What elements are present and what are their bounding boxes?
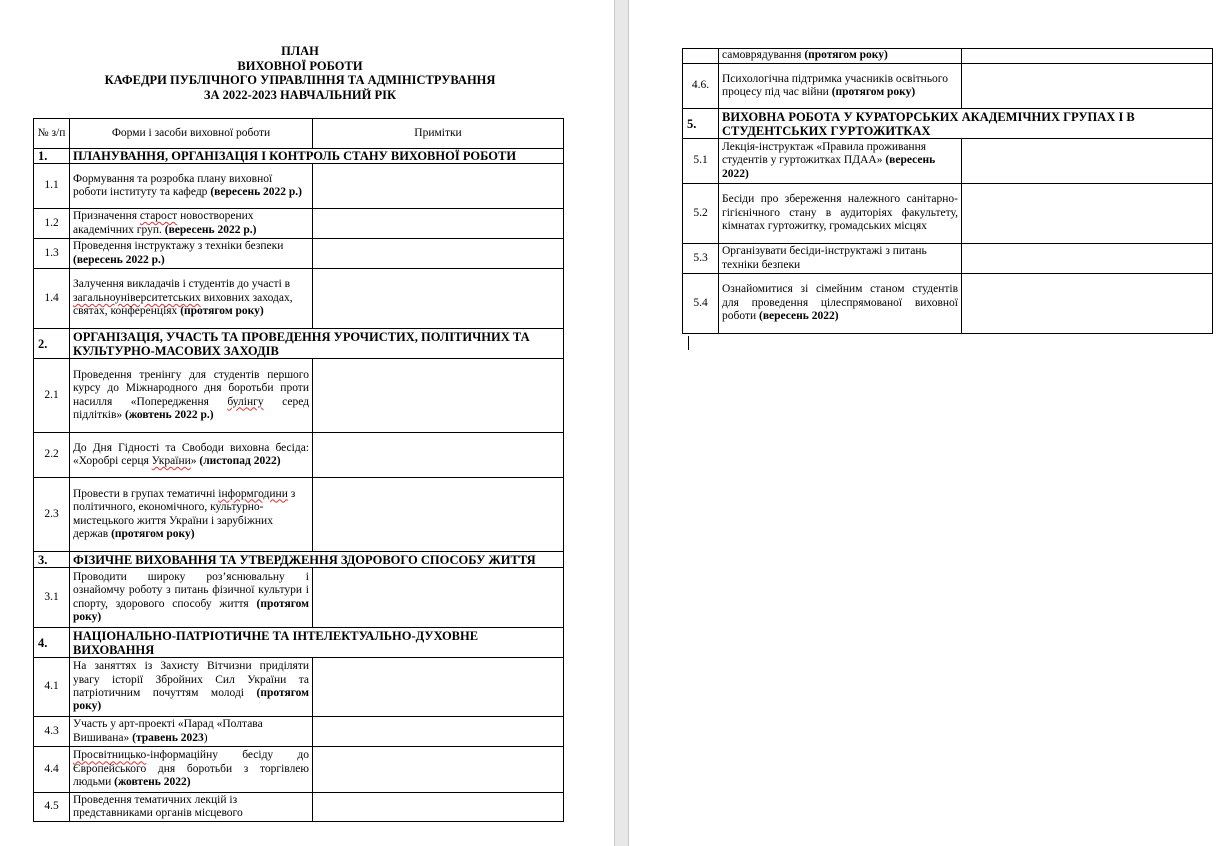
item-text: Призначення старост новостворених академічних груп. (вересень 2022 р.): [70, 209, 313, 239]
table-row: [683, 244, 1213, 274]
title-line-2: ВИХОВНОЇ РОБОТИ: [237, 58, 363, 73]
item-num: 3.1: [34, 568, 70, 628]
table-row: [34, 433, 564, 478]
item-text: Проведення тренінгу для студентів першого курсу до Міжнародного дня боротьби проти насилля «Попередження булінгу серед підлітків» (жовтень 2022 р.): [70, 359, 313, 433]
item-text: Психологічна підтримка учасників освітнього процесу під час війни (протягом року): [719, 64, 962, 109]
page-gap: [614, 0, 629, 846]
header-notes: Примітки: [313, 119, 564, 149]
item-text: До Дня Гідності та Свободи виховна бесіда: «Хоробрі серця України» (листопад 2022): [70, 433, 313, 478]
item-text: Проведення інструктажу з техніки безпеки (вересень 2022 р.): [70, 239, 313, 269]
table-header-row: [34, 119, 564, 149]
item-note-cell[interactable]: [313, 658, 564, 717]
item-note-cell[interactable]: [962, 184, 1213, 244]
item-num: 5.2: [683, 184, 719, 244]
section-num: 4.: [34, 628, 70, 658]
item-text: Провести в групах тематичні інформгодини з політичного, економічного, культурно-мистецького життя України і зарубіжних держав (протягом року): [70, 478, 313, 552]
item-text: Формування та розробка плану виховної роботи інституту та кафедр (вересень 2022 р.): [70, 164, 313, 209]
table-row: [34, 164, 564, 209]
item-note-cell[interactable]: [313, 269, 564, 329]
section-num: 2.: [34, 329, 70, 359]
table-row: [683, 184, 1213, 244]
table-row: [34, 239, 564, 269]
table-row: [683, 139, 1213, 184]
document-title: [30, 44, 570, 102]
item-num: 4.4: [34, 747, 70, 793]
table-row: [34, 658, 564, 717]
section-title: ВИХОВНА РОБОТА У КУРАТОРСЬКИХ АКАДЕМІЧНИХ ГРУПАХ І В СТУДЕНТСЬКИХ ГУРТОЖИТКАХ: [719, 109, 1213, 139]
item-num: 4.3: [34, 717, 70, 747]
item-num: 1.1: [34, 164, 70, 209]
item-note-cell[interactable]: [313, 793, 564, 822]
table-row: [683, 64, 1213, 109]
item-note-cell[interactable]: [962, 64, 1213, 109]
item-num: 5.1: [683, 139, 719, 184]
item-num: 5.3: [683, 244, 719, 274]
plan-table-part-2: [682, 48, 1213, 334]
document-page-right[interactable]: [629, 0, 1227, 846]
item-text: Просвітницько-інформаційну бесіду до Європейського дня боротьби з торгівлею людьми (жовтень 2022): [70, 747, 313, 793]
table-row: [34, 568, 564, 628]
item-text: Лекція-інструктаж «Правила проживання студентів у гуртожитках ПДАА» (вересень 2022): [719, 139, 962, 184]
item-note-cell[interactable]: [313, 433, 564, 478]
item-note-cell[interactable]: [313, 164, 564, 209]
item-text: Організувати бесіди-інструктажі з питань техніки безпеки: [719, 244, 962, 274]
header-forms: Форми і засоби виховної роботи: [70, 119, 313, 149]
item-note-cell[interactable]: [313, 209, 564, 239]
plan-table-part-1: [33, 118, 564, 822]
item-note-cell[interactable]: [313, 568, 564, 628]
title-line-1: ПЛАН: [281, 44, 319, 58]
item-text: Проводити широку роз’яснювальну і ознайомчу роботу з питань фізичної культури і спорту, здорового способу життя (протягом року): [70, 568, 313, 628]
table-row: [34, 359, 564, 433]
item-num: 4.5: [34, 793, 70, 822]
title-line-3: КАФЕДРИ ПУБЛІЧНОГО УПРАВЛІННЯ ТА АДМІНІСТРУВАННЯ: [104, 73, 496, 87]
section-title: НАЦІОНАЛЬНО-ПАТРІОТИЧНЕ ТА ІНТЕЛЕКТУАЛЬНО-ДУХОВНЕ ВИХОВАННЯ: [70, 628, 564, 658]
item-num: 4.6.: [683, 64, 719, 109]
item-text: На заняттях із Захисту Вітчизни приділяти увагу історії Збройних Сил України та патріотичним почуттям молоді (протягом року): [70, 658, 313, 717]
item-num: 1.2: [34, 209, 70, 239]
table-row: [34, 717, 564, 747]
item-note-cell[interactable]: [962, 274, 1213, 334]
table-row: [683, 49, 1213, 64]
table-row: [683, 274, 1213, 334]
item-num: 4.1: [34, 658, 70, 717]
header-num: № з/п: [34, 119, 70, 149]
item-num: 5.4: [683, 274, 719, 334]
item-note-cell[interactable]: [313, 359, 564, 433]
title-line-4: ЗА 2022-2023 НАВЧАЛЬНИЙ РІК: [203, 87, 397, 102]
section-row: [34, 329, 564, 359]
item-note-cell[interactable]: [313, 717, 564, 747]
text-cursor: [688, 336, 689, 350]
section-num: 3.: [34, 552, 70, 568]
table-row: [34, 747, 564, 793]
section-title: ПЛАНУВАННЯ, ОРГАНІЗАЦІЯ І КОНТРОЛЬ СТАНУ ВИХОВНОЇ РОБОТИ: [70, 149, 564, 164]
table-row: [34, 478, 564, 552]
item-text: Бесіди про збереження належного санітарно-гігієнічного стану в аудиторіях факультету, кімнатах гуртожитку, громадських місцях: [719, 184, 962, 244]
item-num: 2.2: [34, 433, 70, 478]
section-row: [34, 149, 564, 164]
item-note-cell[interactable]: [962, 49, 1213, 64]
item-note-cell[interactable]: [313, 747, 564, 793]
item-text: Залучення викладачів і студентів до участі в загальноуніверситетських виховних заходах, святах, конференціях (протягом року): [70, 269, 313, 329]
table-row: [34, 793, 564, 822]
item-num: [683, 49, 719, 64]
item-num: 2.3: [34, 478, 70, 552]
item-num: 2.1: [34, 359, 70, 433]
item-note-cell[interactable]: [313, 478, 564, 552]
section-row: [683, 109, 1213, 139]
table-row: [34, 269, 564, 329]
item-text: самоврядування (протягом року): [719, 49, 962, 64]
item-note-cell[interactable]: [962, 244, 1213, 274]
item-note-cell[interactable]: [962, 139, 1213, 184]
item-text: Ознайомитися зі сімейним станом студентів для проведення цілеспрямованої виховної роботи (вересень 2022): [719, 274, 962, 334]
item-note-cell[interactable]: [313, 239, 564, 269]
section-row: [34, 552, 564, 568]
item-text: Участь у арт-проекті «Парад «Полтава Вишивана» (травень 2023): [70, 717, 313, 747]
item-num: 1.3: [34, 239, 70, 269]
table-row: [34, 209, 564, 239]
section-num: 1.: [34, 149, 70, 164]
item-text: Проведення тематичних лекцій із представниками органів місцевого: [70, 793, 313, 822]
section-title: ОРГАНІЗАЦІЯ, УЧАСТЬ ТА ПРОВЕДЕННЯ УРОЧИСТИХ, ПОЛІТИЧНИХ ТА КУЛЬТУРНО-МАСОВИХ ЗАХОДІВ: [70, 329, 564, 359]
item-num: 1.4: [34, 269, 70, 329]
section-row: [34, 628, 564, 658]
section-title: ФІЗИЧНЕ ВИХОВАННЯ ТА УТВЕРДЖЕННЯ ЗДОРОВОГО СПОСОБУ ЖИТТЯ: [70, 552, 564, 568]
section-num: 5.: [683, 109, 719, 139]
